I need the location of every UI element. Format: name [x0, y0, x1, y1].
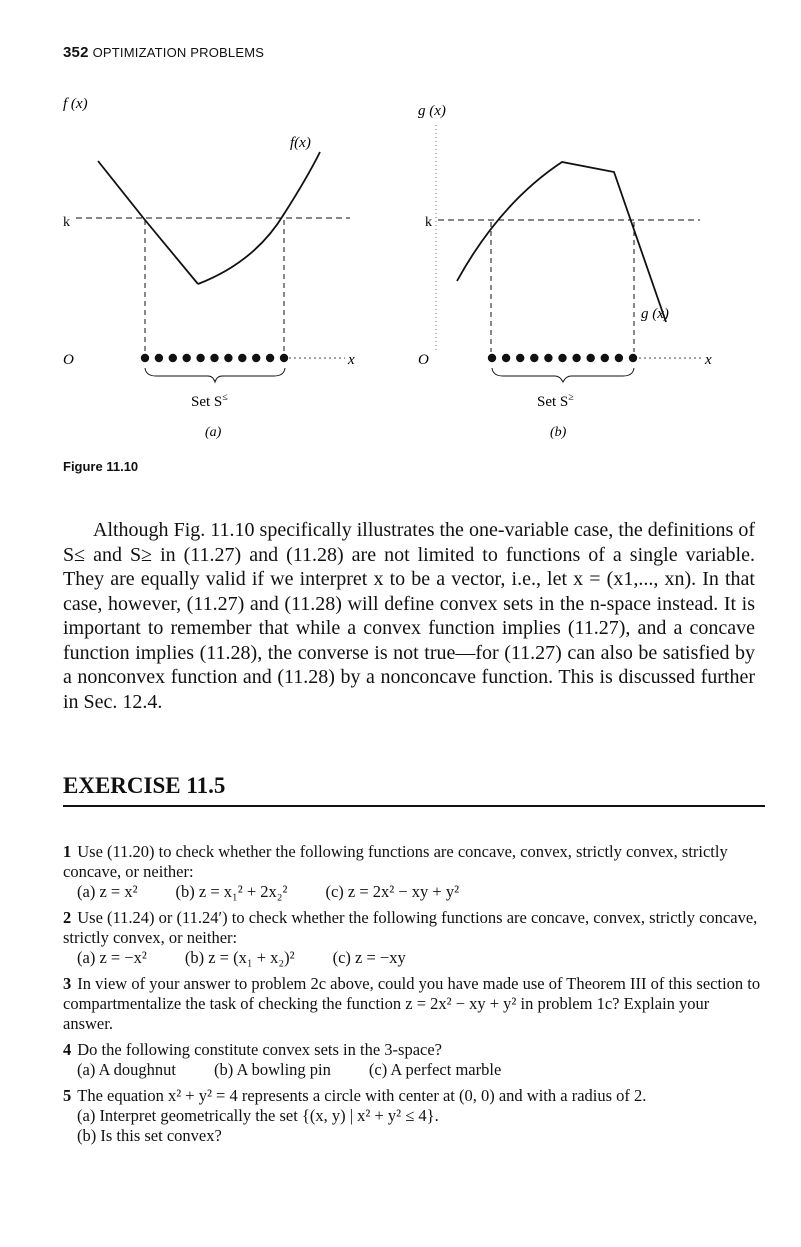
problem-parts — [63, 1060, 763, 1080]
right-set-brace — [492, 368, 634, 382]
exercise-problem — [63, 842, 763, 902]
problem-number: 3 — [63, 974, 72, 993]
problem-part: (a) z = −x² — [77, 948, 147, 967]
problem-part: (b) z = x₁² + 2x₂² — [175, 882, 288, 901]
exercise-title: EXERCISE 11.5 — [63, 773, 226, 798]
problem-text: In view of your answer to problem 2c above, could you have made use of Theorem III of this section to compartmentalize the task of checking the function z = 2x² − xy + y² in problem 1c? Explain your answer. — [63, 974, 761, 1033]
problem-part: (c) z = −xy — [332, 948, 406, 967]
set-point — [280, 354, 288, 362]
set-point — [544, 354, 552, 362]
right-origin-label: O — [418, 352, 429, 368]
problem-parts — [63, 948, 763, 968]
page-number: 352 — [63, 44, 89, 61]
exercise-problems — [63, 842, 763, 1152]
set-point — [224, 354, 232, 362]
left-y-axis-label: f (x) — [63, 96, 88, 112]
exercise-problem — [63, 974, 763, 1034]
set-point — [516, 354, 524, 362]
problem-parts — [63, 1106, 763, 1146]
problem-text: The equation x² + y² = 4 represents a circle with center at (0, 0) and with a radius of 2. — [77, 1086, 647, 1105]
set-point — [266, 354, 274, 362]
set-point — [530, 354, 538, 362]
panel-a — [63, 96, 355, 440]
set-point — [587, 354, 595, 362]
exercise-rule — [63, 805, 765, 807]
set-point — [615, 354, 623, 362]
set-point — [252, 354, 260, 362]
left-origin-label: O — [63, 352, 74, 368]
panel-b — [418, 103, 712, 440]
set-point — [183, 354, 191, 362]
problem-text: Use (11.20) to check whether the following functions are concave, convex, strictly convex, strictly concave, or neither: — [63, 842, 728, 881]
set-point — [238, 354, 246, 362]
exercise-problem — [63, 908, 763, 968]
problem-part: (b) Is this set convex? — [77, 1126, 222, 1145]
figure-11-10 — [0, 0, 801, 460]
right-curve-label: g (x) — [641, 306, 669, 322]
left-k-label: k — [63, 215, 70, 230]
problem-part: (b) z = (x₁ + x₂)² — [184, 948, 295, 967]
paragraph-text: Although Fig. 11.10 specifically illustrates the one-variable case, the definitions of S≤ and S≥ in (11.27) and (11.28) are not limited to functions of a single variable. They are equally valid if we interpret x to be a vector, i.e., let x = (x1,..., xn). In that case, however, (11.27) and (11.28) will define convex sets in the n-space instead. It is important to remember that while a convex function implies (11.27), and a concave function implies (11.28), the converse is not true—for (11.27) can also be satisfied by a nonconvex function and (11.28) by a nonconcave function. This is discussed further in Sec. 12.4. — [63, 519, 755, 713]
left-panel-label: (a) — [205, 425, 222, 440]
right-set-points — [488, 354, 637, 362]
left-curve-label: f(x) — [290, 135, 311, 151]
problem-part: (b) A bowling pin — [214, 1060, 331, 1079]
set-point — [502, 354, 510, 362]
problem-part: (c) z = 2x² − xy + y² — [325, 882, 460, 901]
left-set-label: Set S≤ — [191, 392, 228, 410]
problem-number: 5 — [63, 1086, 72, 1105]
right-set-label: Set S≥ — [537, 392, 574, 410]
problem-part: (c) A perfect marble — [368, 1060, 502, 1079]
set-point — [155, 354, 163, 362]
right-curve — [457, 162, 666, 322]
set-point — [601, 354, 609, 362]
problem-parts — [63, 882, 763, 902]
set-point — [629, 354, 637, 362]
set-point — [169, 354, 177, 362]
left-set-brace — [145, 368, 285, 382]
exercise-problem — [63, 1040, 763, 1080]
right-x-axis-label: x — [705, 352, 712, 368]
left-x-axis-label: x — [348, 352, 355, 368]
set-point — [196, 354, 204, 362]
left-curve-left-branch — [98, 161, 198, 284]
right-k-label: k — [425, 215, 432, 230]
problem-part: (a) A doughnut — [77, 1060, 176, 1079]
set-point — [141, 354, 149, 362]
set-point — [558, 354, 566, 362]
set-point — [210, 354, 218, 362]
set-point — [572, 354, 580, 362]
set-point — [488, 354, 496, 362]
figure-caption: Figure 11.10 — [63, 459, 139, 474]
problem-number: 2 — [63, 908, 72, 927]
exercise-problem — [63, 1086, 763, 1146]
left-set-points — [141, 354, 288, 362]
problem-text: Do the following constitute convex sets in the 3-space? — [77, 1040, 442, 1059]
problem-part: (a) Interpret geometrically the set {(x, y) | x² + y² ≤ 4}. — [77, 1106, 439, 1125]
right-y-axis-label: g (x) — [418, 103, 446, 119]
problem-text: Use (11.24) or (11.24′) to check whether the following functions are concave, convex, strictly concave, strictly convex, or neither: — [63, 908, 758, 947]
running-title: OPTIMIZATION PROBLEMS — [92, 45, 265, 60]
right-panel-label: (b) — [550, 425, 567, 440]
body-paragraph — [63, 518, 755, 714]
problem-number: 4 — [63, 1040, 72, 1059]
problem-number: 1 — [63, 842, 72, 861]
problem-part: (a) z = x² — [77, 882, 138, 901]
